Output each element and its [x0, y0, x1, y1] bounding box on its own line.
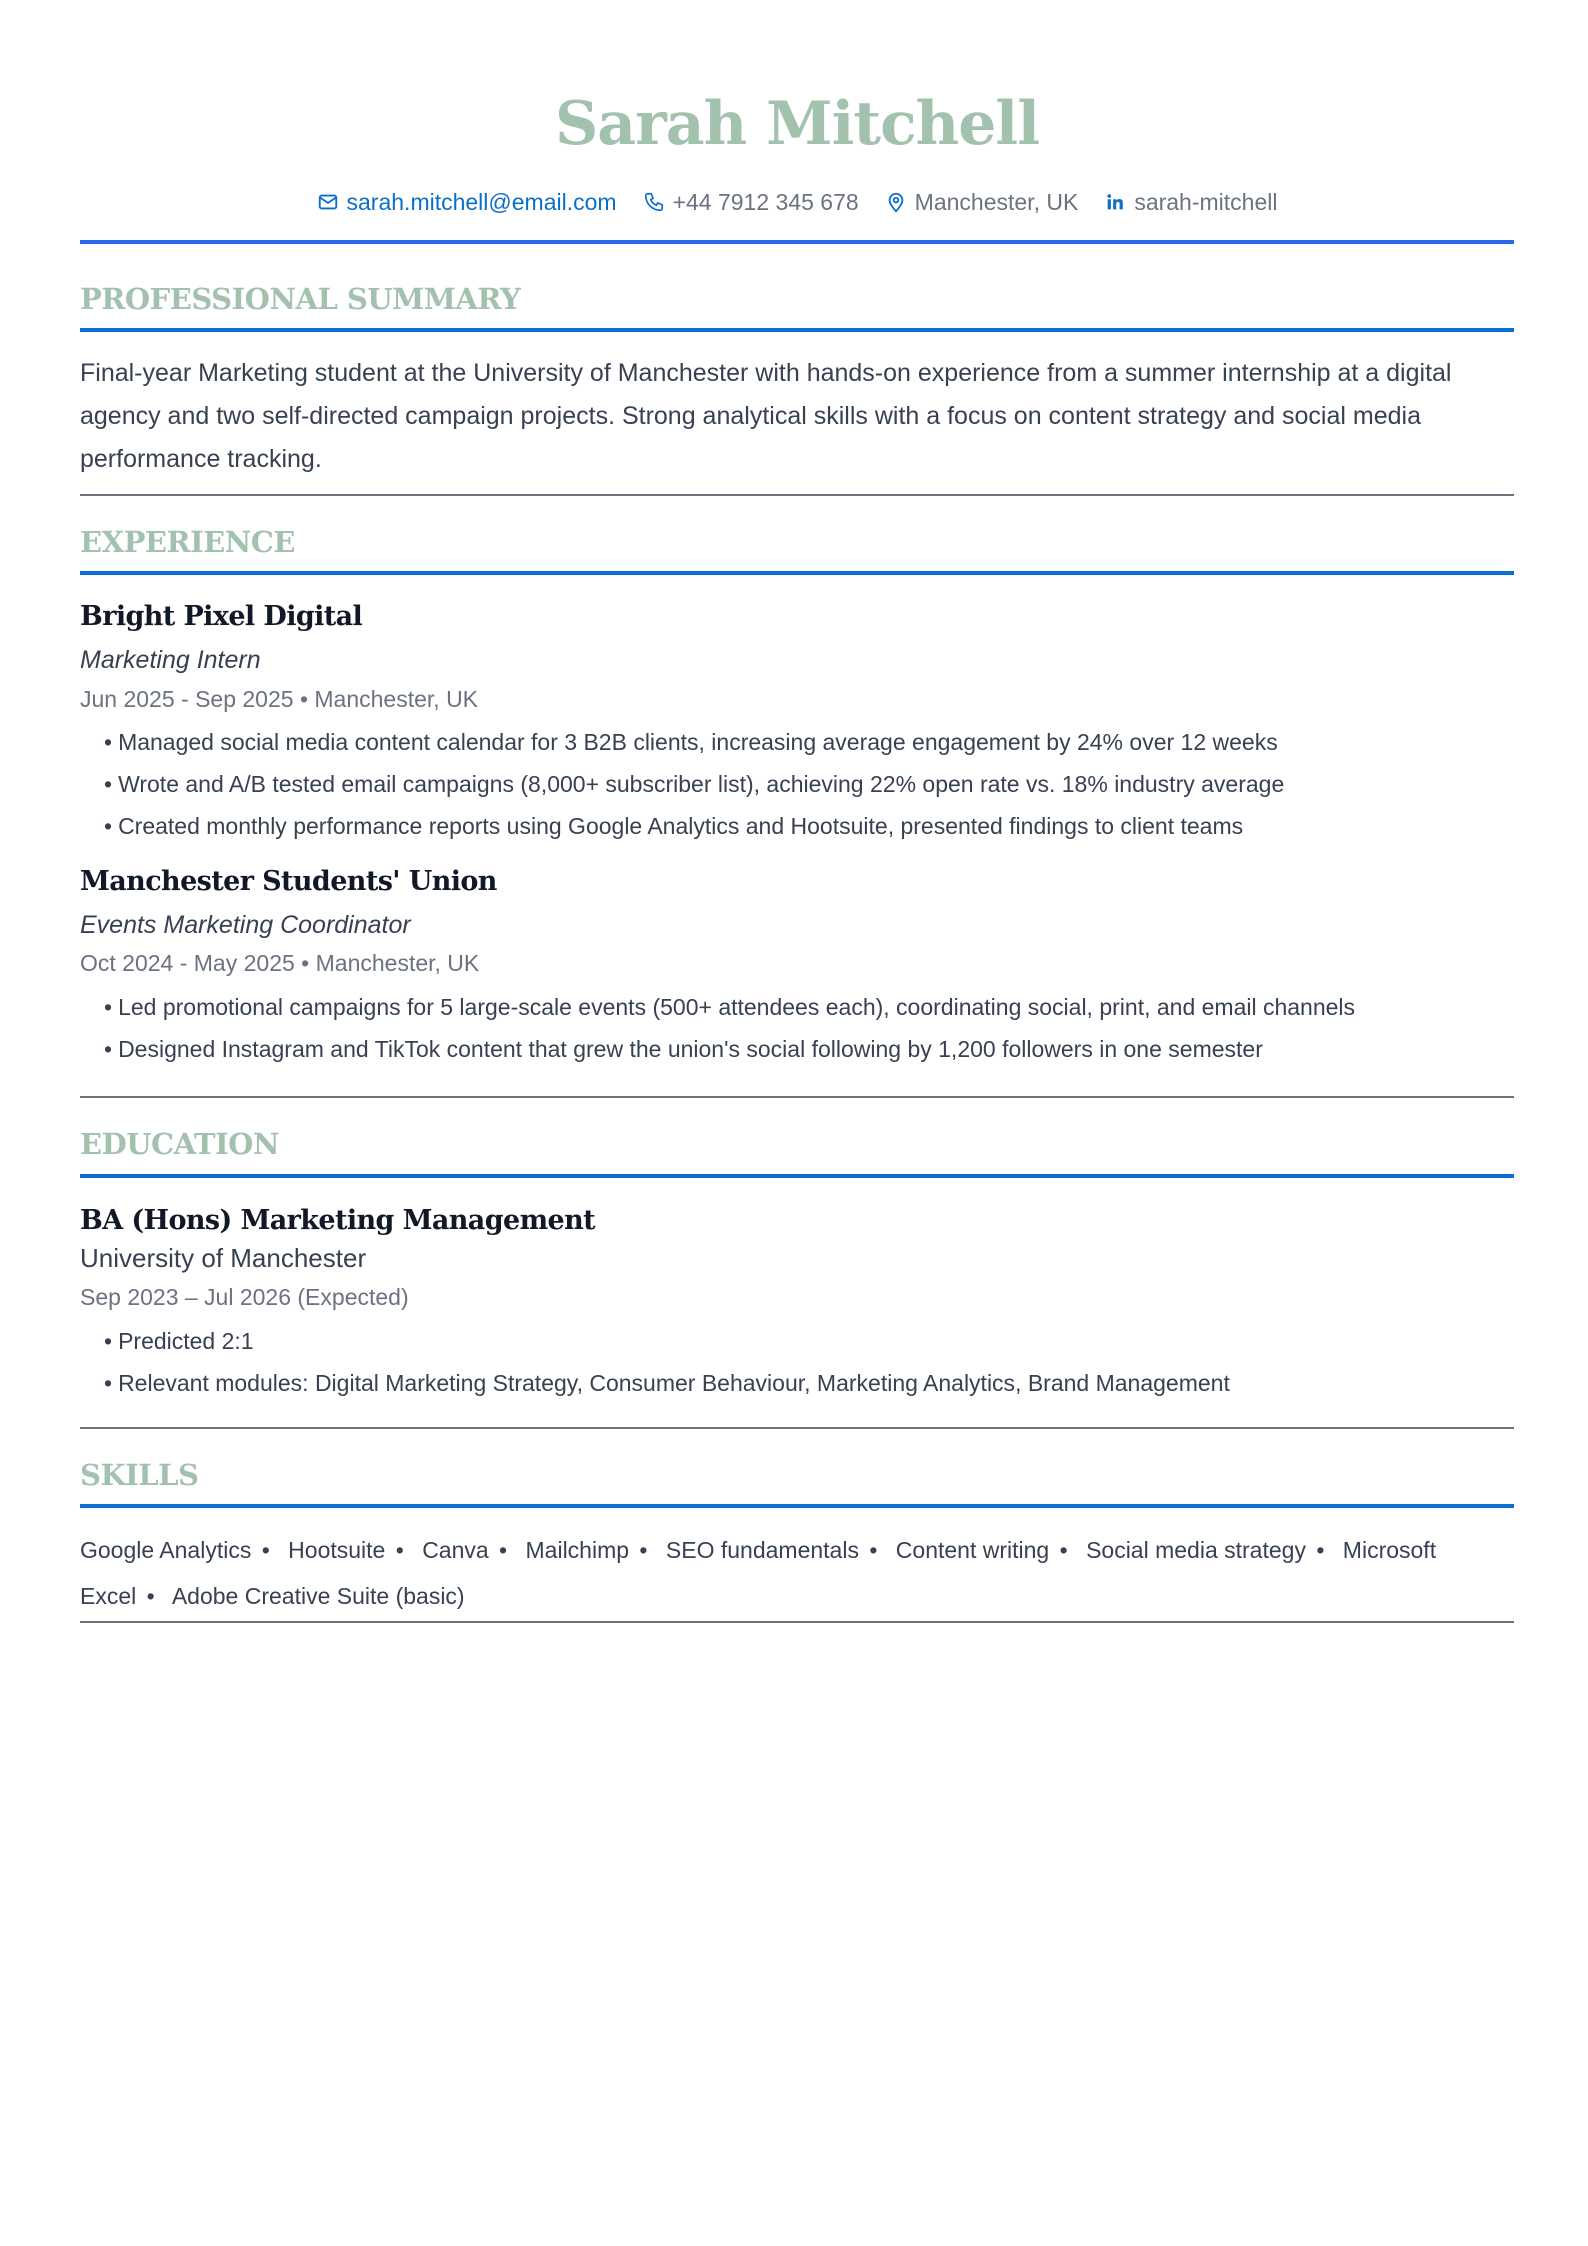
skill-separator: • — [140, 1583, 155, 1609]
mail-icon — [317, 191, 339, 213]
phone-icon — [643, 191, 665, 213]
job-bullet: • Managed social media content calendar for 3 B2B clients, increasing average engagement by 24% over 12 weeks — [104, 726, 1278, 758]
header-divider — [80, 240, 1514, 244]
section-divider — [80, 494, 1514, 496]
skill-item: Adobe Creative Suite (basic) — [171, 1583, 465, 1609]
skill-item: Microsoft Excel — [80, 1537, 1437, 1609]
contact-location — [885, 186, 1079, 218]
skill-separator: • — [255, 1537, 270, 1563]
summary-heading-rule — [80, 328, 1514, 332]
education-bullet: • Predicted 2:1 — [104, 1325, 254, 1357]
skill-separator: • — [389, 1537, 404, 1563]
job-bullet: • Designed Instagram and TikTok content that grew the union's social following by 1,200 followers in one semester — [104, 1033, 1263, 1065]
email-text[interactable]: sarah.mitchell@email.com — [346, 189, 617, 215]
skill-item: Content writing — [895, 1537, 1050, 1563]
experience-heading: EXPERIENCE — [80, 525, 295, 559]
skill-item: Canva — [422, 1537, 489, 1563]
education-heading: EDUCATION — [80, 1127, 279, 1161]
education-bullet: • Relevant modules: Digital Marketing Strategy, Consumer Behaviour, Marketing Analytics, Brand Management — [104, 1367, 1230, 1399]
job-company: Manchester Students' Union — [80, 866, 497, 897]
skill-separator: • — [1053, 1537, 1068, 1563]
skills-heading: SKILLS — [80, 1458, 199, 1492]
skill-item: SEO fundamentals — [665, 1537, 859, 1563]
job-role: Marketing Intern — [80, 646, 261, 674]
contact-linkedin[interactable] — [1104, 186, 1277, 218]
contact-bar — [80, 186, 1514, 218]
job-dates: Jun 2025 - Sep 2025 • Manchester, UK — [80, 686, 479, 712]
skill-separator: • — [633, 1537, 648, 1563]
institution-name: University of Manchester — [80, 1243, 367, 1273]
skill-item: Mailchimp — [525, 1537, 630, 1563]
skill-item: Google Analytics — [80, 1537, 252, 1563]
job-bullet: • Created monthly performance reports using Google Analytics and Hootsuite, presented findings to client teams — [104, 810, 1243, 842]
job-company: Bright Pixel Digital — [80, 601, 363, 632]
job-bullet: • Led promotional campaigns for 5 large-scale events (500+ attendees each), coordinating social, print, and email channels — [104, 991, 1355, 1023]
job-bullet: • Wrote and A/B tested email campaigns (8,000+ subscriber list), achieving 22% open rate vs. 18% industry average — [104, 768, 1284, 800]
skill-item: Social media strategy — [1086, 1537, 1306, 1563]
skills-heading-rule — [80, 1504, 1514, 1508]
linkedin-icon — [1104, 191, 1126, 213]
location-text: Manchester, UK — [914, 189, 1079, 215]
skill-separator: • — [492, 1537, 508, 1563]
section-divider — [80, 1096, 1514, 1098]
job-role: Events Marketing Coordinator — [80, 911, 411, 939]
map-pin-icon — [885, 191, 907, 213]
candidate-name: Sarah Mitchell — [554, 89, 1040, 159]
degree-title: BA (Hons) Marketing Management — [80, 1205, 596, 1236]
skill-item: Hootsuite — [288, 1537, 386, 1563]
skill-separator: • — [862, 1537, 878, 1563]
linkedin-text[interactable]: sarah-mitchell — [1134, 189, 1278, 215]
summary-text: Final-year Marketing student at the University of Manchester with hands-on experience from a summer internship at a digital agency and two self-directed campaign projects. Strong analytical skills with a focus on content strategy and social media performance tracking. — [80, 359, 1452, 473]
summary-heading: PROFESSIONAL SUMMARY — [80, 282, 521, 316]
job-dates: Oct 2024 - May 2025 • Manchester, UK — [80, 950, 480, 976]
section-divider — [80, 1427, 1514, 1429]
skill-separator: • — [1309, 1537, 1325, 1563]
education-dates: Sep 2023 – Jul 2026 (Expected) — [80, 1284, 409, 1310]
skills-list — [80, 1527, 1440, 1619]
experience-heading-rule — [80, 571, 1514, 575]
contact-email[interactable] — [317, 186, 617, 218]
phone-text: +44 7912 345 678 — [672, 189, 859, 215]
contact-phone — [643, 186, 859, 218]
section-divider — [80, 1621, 1514, 1623]
education-heading-rule — [80, 1174, 1514, 1178]
